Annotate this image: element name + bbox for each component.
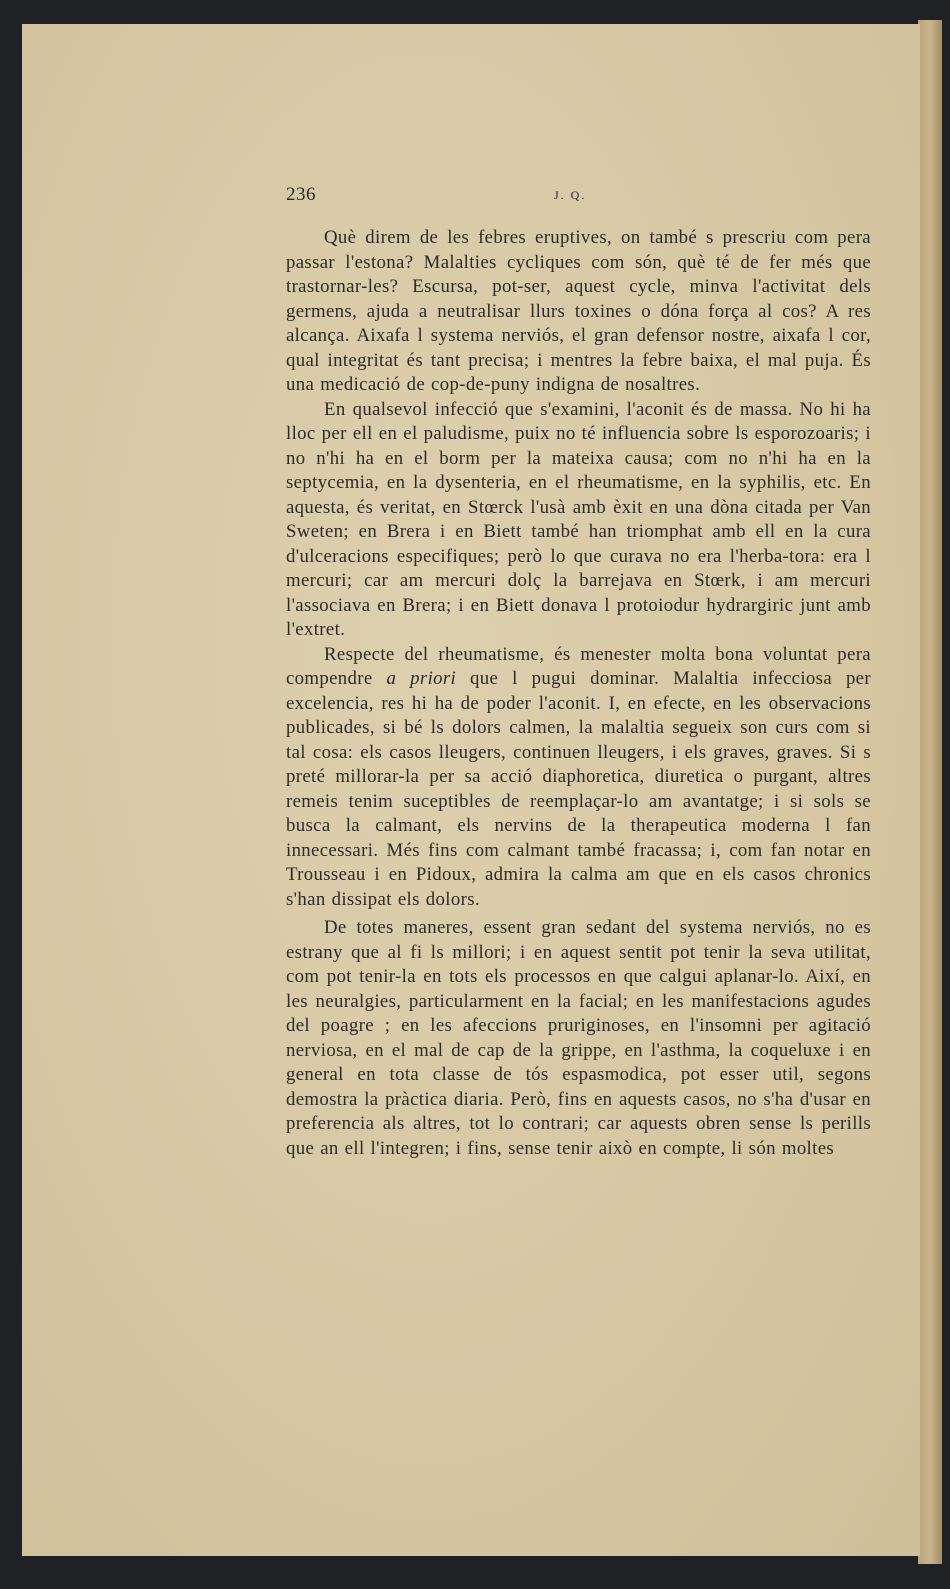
paragraph-sedative-uses: De totes maneres, essent gran sedant del systema nerviós, no es estrany que al fi ls millori; i en aquest sentit pot tenir la seva utilitat, com pot tenir-la en tots els processos en que calgui aplanar-lo. Així, en les neuralgies, particularment en la facial; en les manifestacions agudes del poagre ; en les afeccions pruriginoses, en l'insomni per agitació nerviosa, en el mal de cap de la grippe, en l'asthma, la coqueluxe i en general en tota classe de tós espasmodica, pot esser util, segons demostra la pràctica diaria. Però, fins en aquests casos, no s'ha d'usar en preferencia als altres, tot lo contrari; car aquests obren sense ls perills que an ell l'integren; i fins, sense tenir això en compte, li són moltes	[286, 917, 871, 1159]
a-priori-emphasis: a priori	[386, 668, 457, 689]
paragraph-rheumatism	[286, 643, 871, 913]
paragraph-rheumatism-text-end: que l pugui dominar. Malaltia infecciosa per excelencia, res hi ha de poder l'aconit. I, en efecte, en les observacions publicades, si bé ls dolors calmen, la malaltia segueix son curs com si tal cosa: els casos lleugers, continuen lleugers, i els graves, graves. Si s preté millorar-la per sa acció diaphoretica, diuretica o purgant, altres remeis tenim suceptibles de reemplaçar-lo am avantatge; i si sols se busca la calmant, els nervins de la therapeutica moderna l fan innecessari. Més fins com calmant també fracassa; i, com fan notar en Trousseau i en Pidoux, admira la calma am que en els casos chronics s'han dissipat els dolors.	[286, 668, 871, 910]
paragraph-infections: En qualsevol infecció que s'examini, l'aconit és de massa. No hi ha lloc per ell en el paludisme, puix no té influencia sobre ls esporozoaris; i no n'hi ha en el borm per la mateixa causa; com no n'hi ha en la septycemia, en la dysenteria, en el rheumatisme, en la syphilis, etc. En aquesta, és veritat, en Stœrck l'usà amb èxit en una dòna citada per Van Sweten; en Brera i en Biett també han triomphat amb ell en la cura d'ulceracions especifiques; però lo que curava no era l'herba-tora: era l mercuri; car am mercuri dolç la barrejava en Stœrk, i am mercuri l'associava en Brera; i en Biett donava l protoiodur hydrargiric junt amb l'extret.	[286, 398, 871, 640]
paragraph-eruptive-fevers: Què direm de les febres eruptives, on també s prescriu com pera passar l'estona? Malalties cycliques com són, què té de fer més que trastornar-les? Escursa, pot-ser, aquest cycle, minva l'activitat dels germens, ajuda a neutralisar llurs toxines o dóna força al cos? A res alcança. Aixafa l systema nerviós, el gran defensor nostre, aixafa l cor, qual integritat és tant precisa; i mentres la febre baixa, el mal puja. És una medicació de cop-de-puny indigna de nosaltres.	[286, 227, 871, 395]
page-text-block	[286, 180, 871, 1161]
next-page-edge	[918, 20, 942, 1564]
paragraph-rheumatism-text-start: Respecte del rheumatisme, és menester molta bona voluntat pera compendre	[286, 643, 871, 689]
page-number: 236	[286, 184, 316, 205]
running-title: J. Q.	[554, 188, 587, 202]
running-head	[286, 180, 871, 210]
